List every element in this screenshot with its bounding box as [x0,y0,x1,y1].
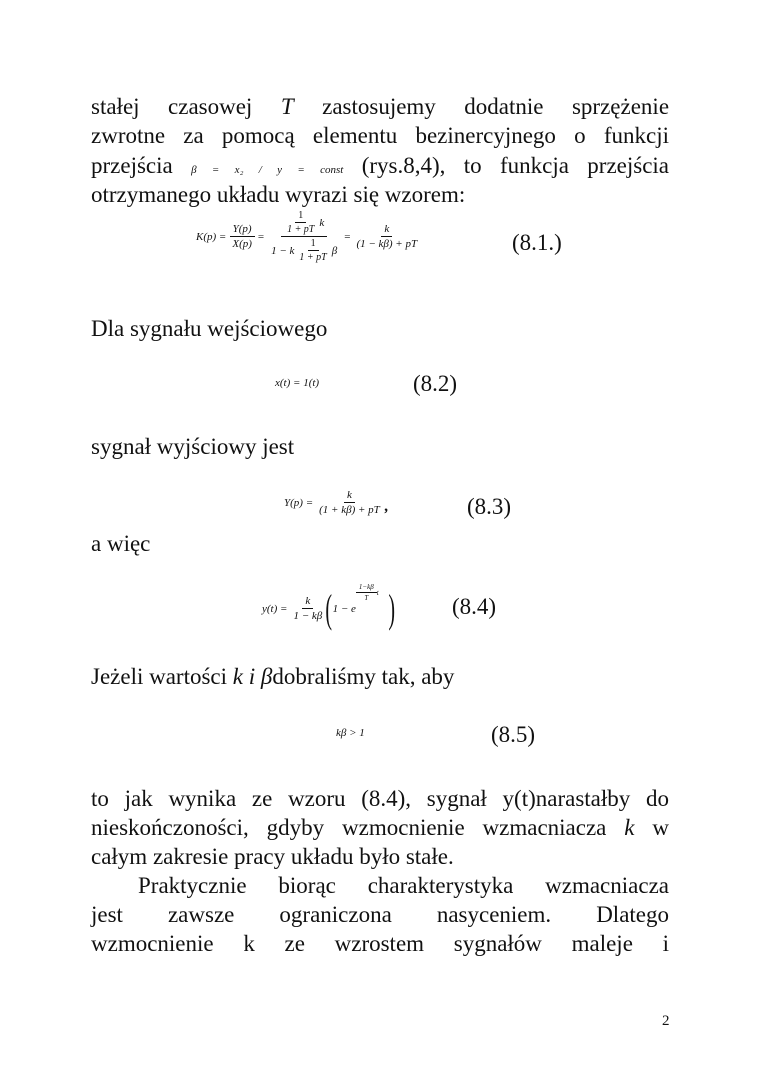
text-line: wzmocnienie k ze wzrostem sygnałów maleje i [91,931,669,956]
text-line: Praktycznie biorąc charakterystyka wzmacniacza [138,873,669,898]
text-line: a więc [91,531,151,556]
page-number: 2 [662,1013,670,1029]
text-line: Dla sygnału wejściowego [91,316,328,341]
equation-8-5: kβ > 1 [336,727,365,739]
equation-number: (8.4) [452,594,497,619]
text-line: to jak wynika ze wzoru (8.4), sygnał y(t)narastałby do [91,786,669,811]
equation-number: (8.1.) [512,230,562,255]
text-line: zwrotne za pomocą elementu bezinercyjnego o funkcji [91,123,669,148]
equation-number: (8.2) [413,371,458,396]
equation-8-4: y(t) = $\frac{k}{1 - k\beta}$ ( 1 − e $\frac{1-k\beta}{T}$ t ) [262,583,395,631]
text-line: przejścia β = x₂ / y = const (rys.8,4), to funkcja przejścia [91,153,670,178]
equation-number: (8.3) [467,494,512,519]
text-line: nieskończoności, gdyby wzmocnienie wzmacniacza k w [91,815,670,840]
equation-number: (8.5) [491,722,536,747]
equation-8-3: Y(p) = $\frac{k}{(1 + k\beta) + pT}$ , [284,489,389,516]
text-line: stałej czasowej T zastosujemy dodatnie sprzężenie [91,94,670,119]
beta-formula-inline: β = x₂ / y = const [191,164,344,176]
equation-8-2: x(t) = 1(t) [275,377,320,389]
text-line: Jeżeli wartości k i βdobraliśmy tak, aby [91,664,455,689]
equation-8-1: K(p) = $\frac{Y(p)}{X(p)}$ = $\frac{1}{1 + pT}$ k 1 − k $\frac{1}{1 + pT}$ β = $\frac{k}{(1 - k\beta) + pT}$ [196,210,418,263]
text-line: jest zawsze ograniczona nasyceniem. Dlatego [91,902,669,927]
text-line: całym zakresie pracy układu było stałe. [91,844,454,869]
text-line: sygnał wyjściowy jest [91,434,295,459]
text-line: otrzymanego układu wyrazi się wzorem: [91,182,466,207]
